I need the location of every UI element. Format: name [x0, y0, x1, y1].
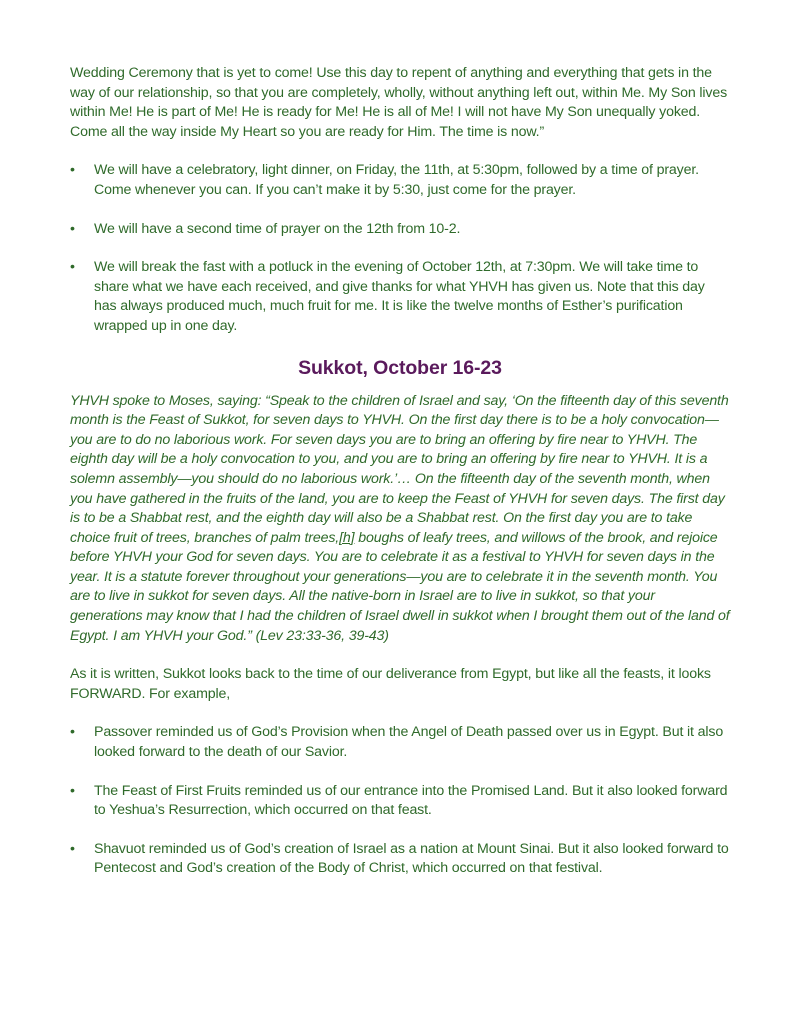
footnote-link[interactable]: [h]: [339, 529, 355, 546]
bullet-icon: •: [70, 840, 75, 857]
scripture-text-part-2: boughs of leafy trees, and willows of the brook, and rejoice before YHVH your God for seven days. You are to celebrate it as a festival to YHVH for seven days in the year. It is a statute forever throughout your generations—you are to celebrate it in the seventh month. You are to live in sukkot for seven days. All the native-born in Israel are to live in sukkot, so that your generations may know that I had the children of Israel dwell in sukkot when I brought them out of the land of Egypt. I am YHVH your God.” (Lev 23:33-36, 39-43): [70, 529, 730, 644]
forward-paragraph: As it is written, Sukkot looks back to the time of our deliverance from Egypt, but like all the feasts, it looks FORWARD. For example,: [70, 666, 711, 702]
list-item: [70, 258, 730, 336]
document-page: [70, 64, 730, 898]
list-item: [70, 723, 730, 762]
bullet-icon: •: [70, 220, 75, 237]
list-item: [70, 782, 730, 821]
scripture-quote: [70, 392, 730, 647]
feast-list: [70, 723, 730, 879]
list-item: [70, 220, 730, 240]
scripture-text-part-1: YHVH spoke to Moses, saying: “Speak to the children of Israel and say, ‘On the fifteenth day of this seventh month is the Feast of Sukkot, for seven days to YHVH. On the first day there is to be a holy convocation—you are to do no laborious work. For seven days you are to bring an offering by fire near to YHVH. The eighth day will be a holy convocation to you, and you are to bring an offering by fire near to YHVH. It is a solemn assembly—you should do no laborious work.’… On the fifteenth day of the seventh month, when you have gathered in the fruits of the land, you are to keep the Feast of YHVH for seven days. The first day is to be a Shabbat rest, and the eighth day will also be a Shabbat rest. On the first day you are to take choice fruit of trees, branches of palm trees,: [70, 392, 729, 546]
list-item-text: The Feast of First Fruits reminded us of our entrance into the Promised Land. But it also looked forward to Yeshua’s Resurrection, which occurred on that feast.: [94, 782, 728, 819]
list-item: [70, 161, 730, 200]
schedule-list: [70, 161, 730, 336]
list-item-text: We will have a celebratory, light dinner, on Friday, the 11th, at 5:30pm, followed by a time of prayer. Come whenever you can. If you can’t make it by 5:30, just come for the prayer.: [94, 162, 699, 198]
intro-paragraph: Wedding Ceremony that is yet to come! Use this day to repent of anything and everything that gets in the way of our relationship, so that you are completely, wholly, without anything left out, within Me. My Son lives within Me! He is part of Me! He is ready for Me! He is all of Me! I will not have My Son unequally yoked. Come all the way inside My Heart so you are ready for Him. The time is now.”: [70, 65, 728, 140]
section-heading: Sukkot, October 16-23: [298, 356, 502, 379]
list-item-text: We will have a second time of prayer on the 12th from 10-2.: [94, 220, 461, 237]
bullet-icon: •: [70, 259, 75, 276]
bullet-icon: •: [70, 782, 75, 799]
list-item-text: Shavuot reminded us of God’s creation of Israel as a nation at Mount Sinai. But it also looked forward to Pentecost and God’s creation of the Body of Christ, which occurred on that festival.: [94, 840, 729, 877]
bullet-icon: •: [70, 724, 75, 741]
list-item: [70, 840, 730, 879]
bullet-icon: •: [70, 162, 75, 179]
list-item-text: Passover reminded us of God’s Provision when the Angel of Death passed over us in Egypt. But it also looked forward to the death of our Savior.: [94, 724, 724, 761]
list-item-text: We will break the fast with a potluck in the evening of October 12th, at 7:30pm. We will take time to share what we have each received, and give thanks for what YHVH has given us. Note that this day has always produced much, much fruit for me. It is like the twelve months of Esther’s purification wrapped up in one day.: [94, 259, 705, 334]
